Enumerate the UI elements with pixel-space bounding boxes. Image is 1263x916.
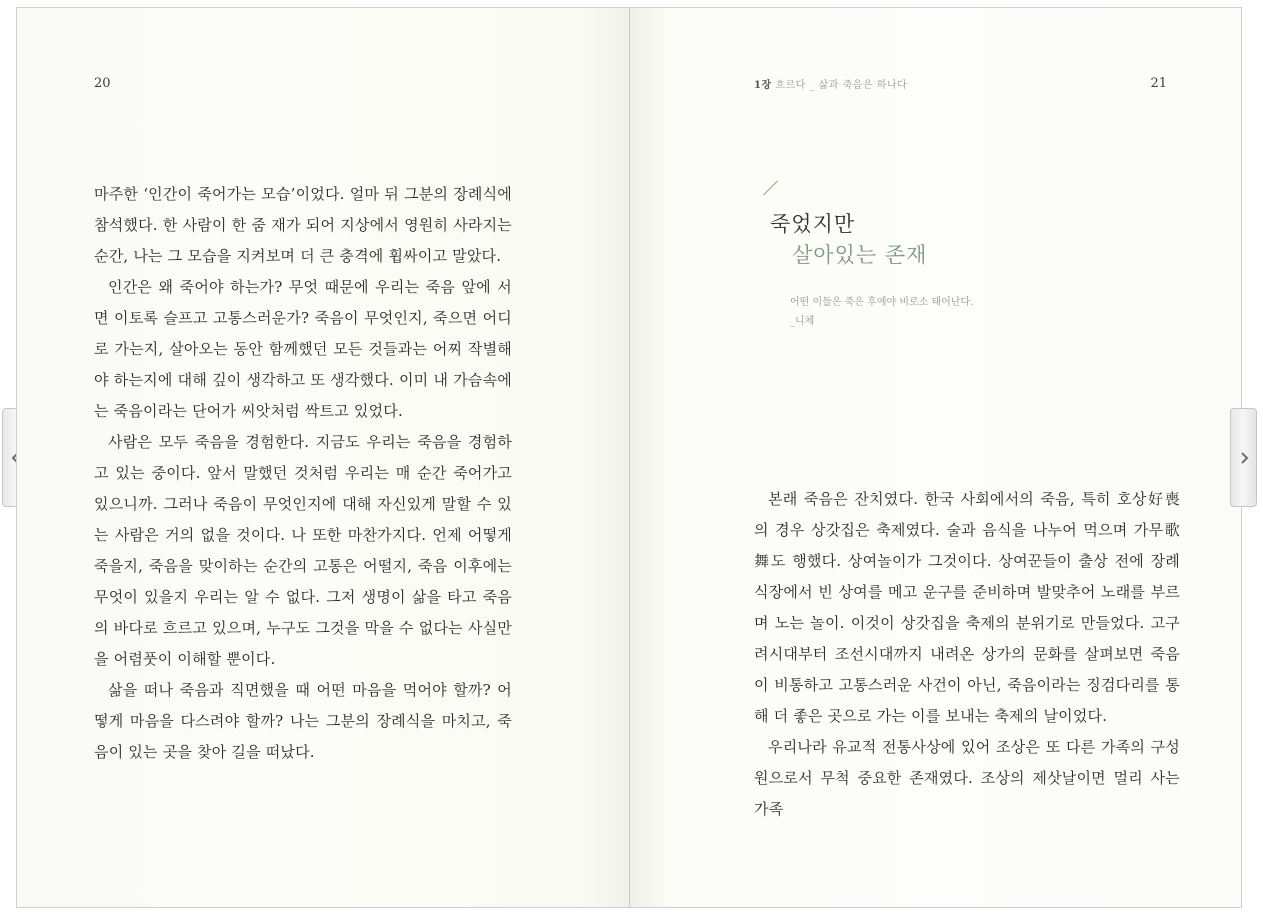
next-page-button[interactable] <box>1230 408 1257 507</box>
decorative-slash <box>763 181 778 196</box>
right-body-text <box>754 484 1180 825</box>
running-head <box>754 76 907 91</box>
paragraph: 우리나라 유교적 전통사상에 있어 조상은 또 다른 가족의 구성원으로서 무척 중요한 존재였다. 조상의 제삿날이면 멀리 사는 가족 <box>754 738 1180 818</box>
book-spread <box>16 7 1242 908</box>
chevron-right-icon <box>1239 451 1249 465</box>
paragraph: 삶을 떠나 죽음과 직면했을 때 어떤 마음을 먹어야 할까? 어떻게 마음을 다스려야 할까? 나는 그분의 장례식을 마치고, 죽음이 있는 곳을 찾아 길을 떠났다. <box>94 681 512 761</box>
left-page <box>17 8 630 907</box>
paragraph: 인간은 왜 죽어야 하는가? 무엇 때문에 우리는 죽음 앞에 서면 이토록 슬프고 고통스러운가? 죽음이 무엇인지, 죽으면 어디로 가는지, 살아오는 동안 함께했던 모든 것들과는 어찌 작별해야 하는지에 대해 깊이 생각하고 또 생각했다. 이미 내 가슴속에는 죽음이라는 단어가 씨앗처럼 싹트고 있었다. <box>94 278 512 420</box>
page-number-left: 20 <box>94 76 111 91</box>
section-title-line-1: 죽었지만 <box>770 212 856 236</box>
running-head-chapter: 1장 <box>754 80 772 91</box>
running-head-title: 흐르다 _ 삶과 죽음은 하나다 <box>775 80 908 91</box>
page-number-right: 21 <box>1150 76 1167 91</box>
epigraph <box>790 293 973 331</box>
paragraph: 본래 죽음은 잔치였다. 한국 사회에서의 죽음, 특히 호상好喪의 경우 상갓집은 축제였다. 술과 음식을 나누어 먹으며 가무歌舞도 행했다. 상여놀이가 그것이다. 상여꾼들이 출상 전에 장례식장에서 빈 상여를 메고 운구를 준비하며 발맞추어 노래를 부르며 노는 놀이. 이것이 상갓집을 축제의 분위기로 만들었다. 고구려시대부터 조선시대까지 내려온 상가의 문화를 살펴보면 죽음이 비통하고 고통스러운 사건이 아닌, 죽음이라는 징검다리를 통해 더 좋은 곳으로 가는 이를 보내는 축제의 날이었다. <box>754 490 1180 725</box>
left-body-text <box>94 179 512 768</box>
paragraph: 마주한 ‘인간이 죽어가는 모습’이었다. 얼마 뒤 그분의 장례식에 참석했다. 한 사람이 한 줌 재가 되어 지상에서 영원히 사라지는 순간, 나는 그 모습을 지켜보며 더 큰 충격에 휩싸이고 말았다. <box>94 185 512 265</box>
epigraph-author: _니체 <box>790 316 815 327</box>
paragraph: 사람은 모두 죽음을 경험한다. 지금도 우리는 죽음을 경험하고 있는 중이다. 앞서 말했던 것처럼 우리는 매 순간 죽어가고 있으니까. 그러나 죽음이 무엇인지에 대해 자신있게 말할 수 있는 사람은 거의 없을 것이다. 나 또한 마찬가지다. 언제 어떻게 죽을지, 죽음을 맞이하는 순간의 고통은 어떨지, 죽음 이후에는 무엇이 있을지 우리는 알 수 없다. 그저 생명이 삶을 타고 죽음의 바다로 흐르고 있으며, 누구도 그것을 막을 수 없다는 사실만을 어렴풋이 이해할 뿐이다. <box>94 433 512 668</box>
right-page <box>630 8 1241 907</box>
epigraph-text: 어떤 이들은 죽은 후에야 비로소 태어난다. <box>790 297 974 308</box>
section-title-line-2: 살아있는 존재 <box>792 243 928 267</box>
